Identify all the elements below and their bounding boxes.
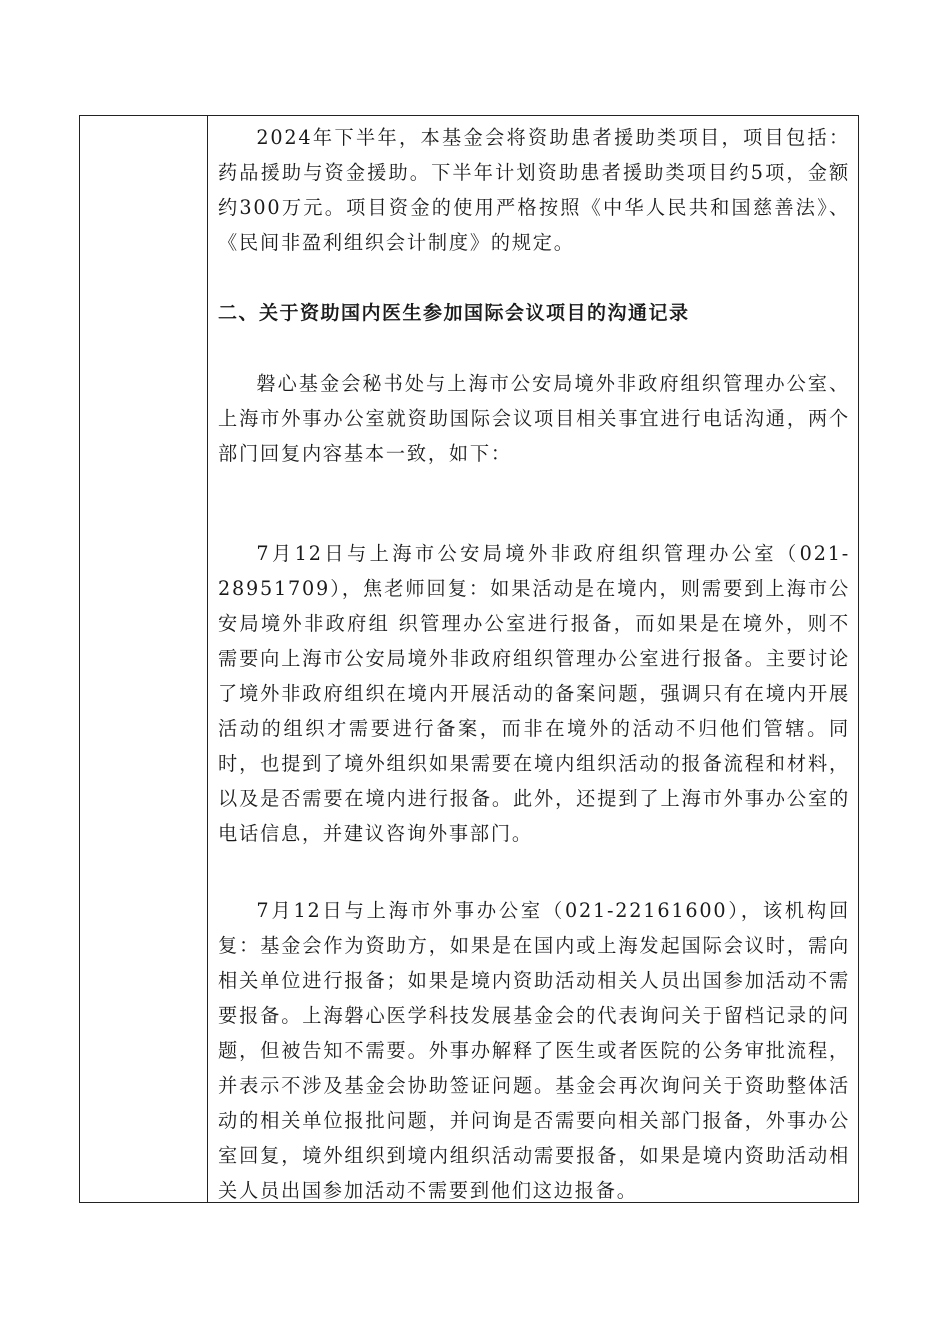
table-content-cell — [208, 116, 858, 1202]
table-left-cell — [80, 116, 208, 1202]
document-table — [79, 115, 859, 1203]
section-heading-2: 二、关于资助国内医生参加国际会议项目的沟通记录 — [218, 302, 690, 324]
paragraph-public-security-reply: 7月12日与上海市公安局境外非政府组织管理办公室（021-28951709），焦老师回复：如果活动是在境内，则需要到上海市公安局境外非政府组 织管理办公室进行报备，而如果是在境外，则不需要向上海市公安局境外非政府组织管理办公室进行报备。主要讨论了境外非政府组织在境内开展活动的备案问题，强调只有在境内开展活动的组织才需要进行备案，而非在境外的活动不归他们管辖。同时，也提到了境外组织如果需要在境内组织活动的报备流程和材料，以及是否需要在境内进行报备。此外，还提到了上海市外事办公室的电话信息，并建议咨询外事部门。 — [218, 542, 850, 845]
paragraph-patient-aid: 2024年下半年，本基金会将资助患者援助类项目，项目包括：药品援助与资金援助。下半年计划资助患者援助类项目约5项，金额约300万元。项目资金的使用严格按照《中华人民共和国慈善法》、《民间非盈利组织会计制度》的规定。 — [218, 126, 850, 254]
paragraph-foreign-affairs-reply: 7月12日与上海市外事办公室（021-22161600），该机构回复：基金会作为资助方，如果是在国内或上海发起国际会议时，需向相关单位进行报备；如果是境内资助活动相关人员出国参加活动不需要报备。上海磐心医学科技发展基金会的代表询问关于留档记录的问题，但被告知不需要。外事办解释了医生或者医院的公务审批流程，并表示不涉及基金会协助签证问题。基金会再次询问关于资助整体活动的相关单位报批问题，并问询是否需要向相关部门报备，外事办公室回复，境外组织到境内组织活动需要报备，如果是境内资助活动相关人员出国参加活动不需要到他们这边报备。 — [218, 899, 850, 1202]
paragraph-communication-intro: 磐心基金会秘书处与上海市公安局境外非政府组织管理办公室、上海市外事办公室就资助国际会议项目相关事宜进行电话沟通，两个部门回复内容基本一致，如下： — [218, 372, 850, 465]
